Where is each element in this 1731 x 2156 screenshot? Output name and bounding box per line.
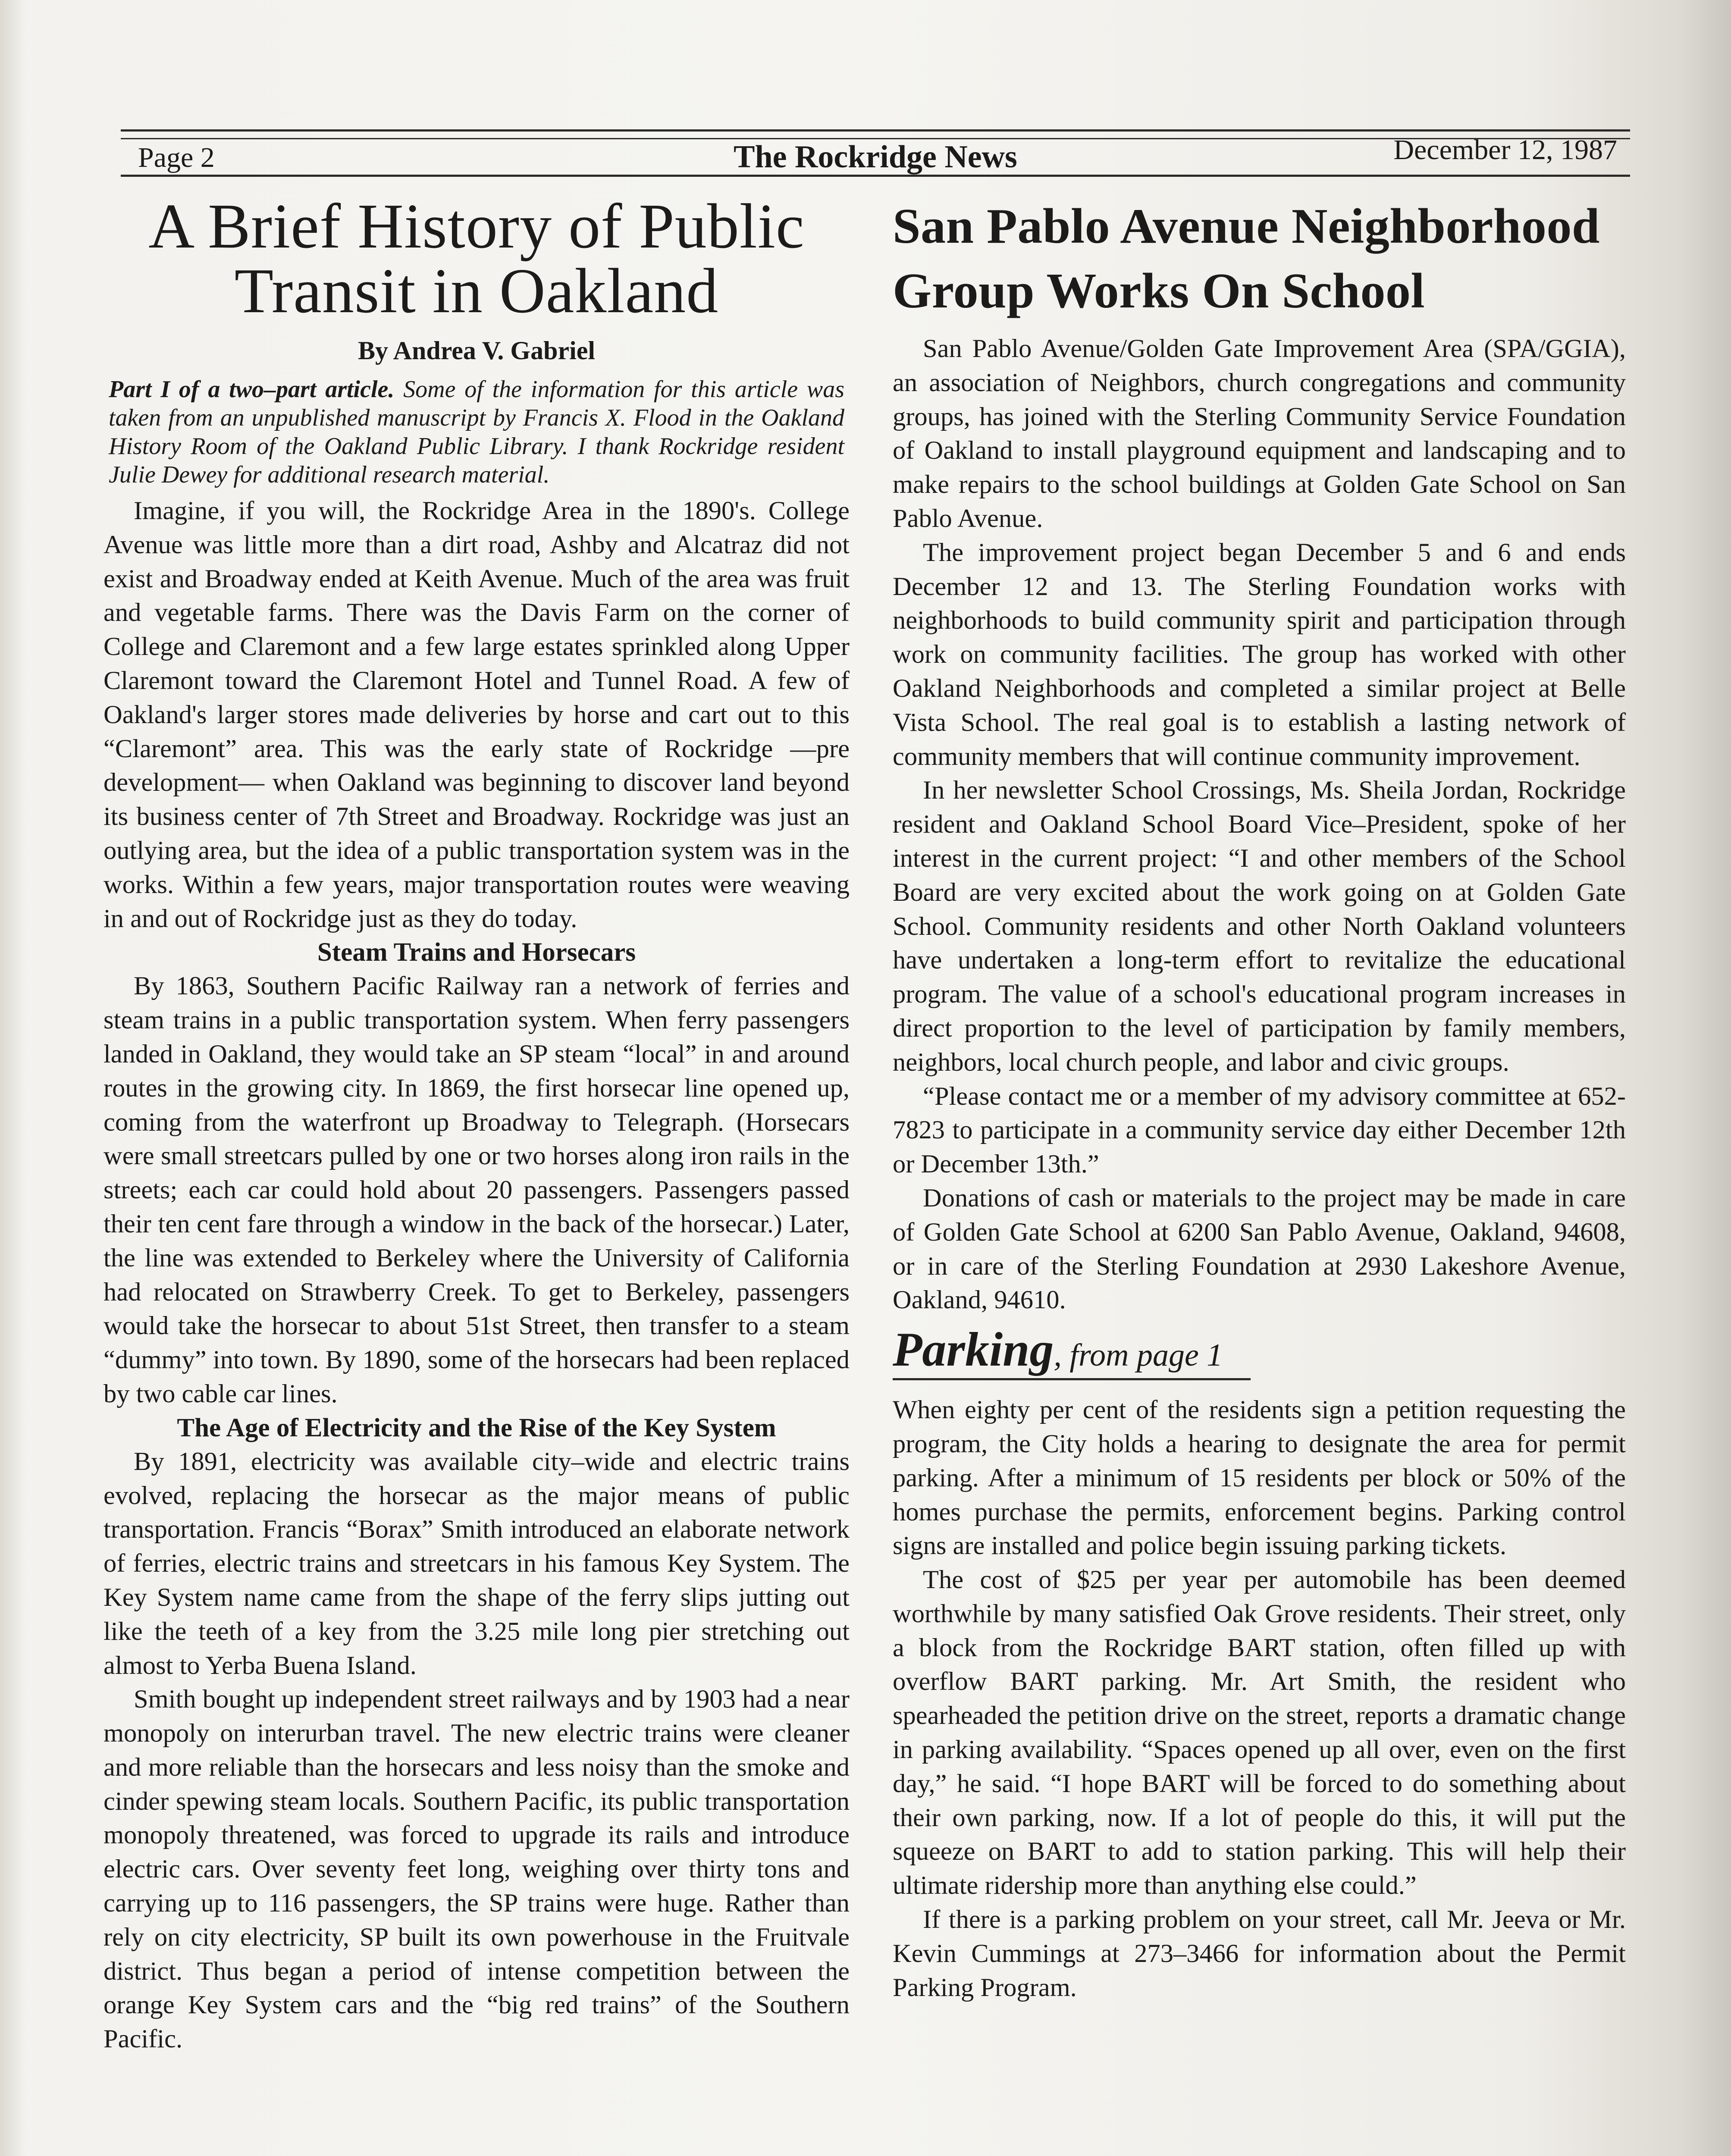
school-paragraph-3: In her newsletter School Crossings, Ms. Sheila Jordan, Rockridge resident and Oakland School Board Vice–President, spoke of her interest in the current project: “I and other members of the School Board are very excited about the work going on at Golden Gate School. Community residents and other North Oakland volunteers have undertaken a long-term effort to revitalize the educational program. The value of a school's educational program increases in direct proportion to the level of participation by family members, neighbors, local church people, and labor and civic groups. xyxy=(893,776,1626,1077)
parking-continued-from: , from page 1 xyxy=(1054,1338,1223,1373)
subhead-steam-trains: Steam Trains and Horsecars xyxy=(317,938,636,967)
school-title-line-2: Group Works On School xyxy=(893,263,1425,319)
article-note-lead: Part I of a two–part article. xyxy=(109,376,395,403)
parking-paragraph-2: The cost of $25 per year per automobile has been deemed worthwhile by many satisfied Oak Grove residents. Their street, only a block from the Rockridge BART station, often filled up with overflow BART parking. Mr. Art Smith, the resident who spearheaded the petition drive on the street, reports a dramatic change in parking availability. “Spaces opened up all over, even on the first day,” he said. “I hope BART will be forced to do something about their own parking, now. If a lot of people do this, it will put the squeeze on BART to add to station parking. This will help their ultimate ridership more than anything else could.” xyxy=(893,1565,1626,1900)
parking-paragraph-1: When eighty per cent of the residents sign a petition requesting the program, the City holds a hearing to designate the area for permit parking. After a minimum of 15 residents per block or 50% of the homes purchase the permits, enforcement begins. Parking control signs are installed and police begin issuing parking tickets. xyxy=(893,1395,1626,1561)
byline: By Andrea V. Gabriel xyxy=(357,336,596,365)
transit-paragraph-1: Imagine, if you will, the Rockridge Area in the 1890's. College Avenue was little more than a dirt road, Ashby and Alcatraz did not exist and Broadway ended at Keith Avenue. Much of the area was fruit and vegetable farms. There was the Davis Farm on the corner of College and Claremont and a few large estates sprinkled along Upper Claremont toward the Claremont Hotel and Tunnel Road. A few of Oakland's larger stores made deliveries by horse and cart out to this “Claremont” area. This was the early state of Rockridge —pre development— when Oakland was beginning to discover land beyond its business center of 7th Street and Broadway. Rockridge was just an outlying area, but the idea of a public transportation system was in the works. Within a few years, major transportation routes were weaving in and out of Rockridge just as they do today. xyxy=(103,496,850,933)
parking-heading xyxy=(893,1323,1626,1393)
issue-date: December 12, 1987 xyxy=(1393,134,1617,166)
right-column xyxy=(893,194,1626,2005)
publication-name: The Rockridge News xyxy=(734,139,1017,175)
school-paragraph-5: Donations of cash or materials to the project may be made in care of Golden Gate School at 6200 San Pablo Avenue, Oakland, 94608, or in care of the Sterling Foundation at 2930 Lakeshore Avenue, Oakland, 94610. xyxy=(893,1183,1626,1315)
header-rule-bottom xyxy=(121,175,1630,177)
transit-title-line-1: A Brief History of Public xyxy=(148,191,805,262)
header-rule-top xyxy=(121,129,1630,132)
page-number: Page 2 xyxy=(138,142,215,173)
parking-paragraph-3: If there is a parking problem on your street, call Mr. Jeeva or Mr. Kevin Cummings at 273–3466 for information about the Permit Parking Program. xyxy=(893,1905,1626,2002)
transit-paragraph-3: By 1891, electricity was available city–wide and electric trains evolved, replacing the horsecar as the major means of public transportation. Francis “Borax” Smith introduced an elaborate network of ferries, electric trains and streetcars in his famous Key System. The Key System name came from the shape of the ferry slips jutting out like the teeth of a key from the 3.25 mile long pier stretching out almost to Yerba Buena Island. xyxy=(103,1447,850,1680)
school-article-title xyxy=(893,194,1626,323)
article-note-text: Some of the information for this article was taken from an unpublished manuscript by Francis X. Flood in the Oakland History Room of the Oakland Public Library. I thank Rockridge resident Julie Dewey for additional research material. xyxy=(109,376,844,488)
parking-title: Parking xyxy=(893,1323,1054,1377)
left-column xyxy=(103,191,850,2056)
article-note xyxy=(109,375,844,489)
subhead-electricity: The Age of Electricity and the Rise of the Key System xyxy=(177,1413,776,1442)
school-title-line-1: San Pablo Avenue Neighborhood xyxy=(893,199,1600,254)
transit-title-line-2: Transit in Oakland xyxy=(234,256,719,326)
school-paragraph-2: The improvement project began December 5 and 6 and ends December 12 and 13. The Sterling Foundation works with neighborhoods to build community spirit and participation through work on community facilities. The group has worked with other Oakland Neighborhoods and completed a similar project at Belle Vista School. The real goal is to establish a lasting network of community members that will continue community improvement. xyxy=(893,538,1626,771)
school-paragraph-4: “Please contact me or a member of my advisory committee at 652-7823 to participate in a community service day either December 12th or December 13th.” xyxy=(893,1081,1626,1179)
parking-heading-rule xyxy=(893,1378,1251,1380)
running-header xyxy=(121,129,1630,177)
transit-paragraph-2: By 1863, Southern Pacific Railway ran a network of ferries and steam trains in a public transportation system. When ferry passengers landed in Oakland, they would take an SP steam “local” in and around routes in the growing city. In 1869, the first horsecar line opened up, coming from the waterfront up Broadway to Telegraph. (Horsecars were small streetcars pulled by one or two horses along iron rails in the streets; each car could hold about 20 passengers. Passengers passed their ten cent fare through a window in the back of the horsecar.) Later, the line was extended to Berkeley where the University of California had relocated on Strawberry Creek. To get to Berkeley, passengers would take the horsecar to about 51st Street, then transfer to a steam “dummy” into town. By 1890, some of the horsecars had been replaced by two cable car lines. xyxy=(103,971,850,1408)
school-paragraph-1: San Pablo Avenue/Golden Gate Improvement Area (SPA/GGIA), an association of Neighbors, church congregations and community groups, has joined with the Sterling Community Service Foundation of Oakland to install playground equipment and landscaping and to make repairs to the school buildings at Golden Gate School on San Pablo Avenue. xyxy=(893,334,1626,533)
transit-paragraph-4: Smith bought up independent street railways and by 1903 had a near monopoly on interurban travel. The new electric trains were cleaner and more reliable than the horsecars and less noisy than the smoke and cinder spewing steam locals. Southern Pacific, its public transportation monopoly threatened, was forced to upgrade its rails and introduce electric cars. Over seventy feet long, weighing over thirty tons and carrying up to 116 passengers, the SP trains were huge. Rather than rely on city electricity, SP built its own powerhouse in the Fruitvale district. Thus began a period of intense competition between the orange Key System cars and the “big red trains” of the Southern Pacific. xyxy=(103,1685,850,2054)
transit-article-title xyxy=(103,191,850,326)
